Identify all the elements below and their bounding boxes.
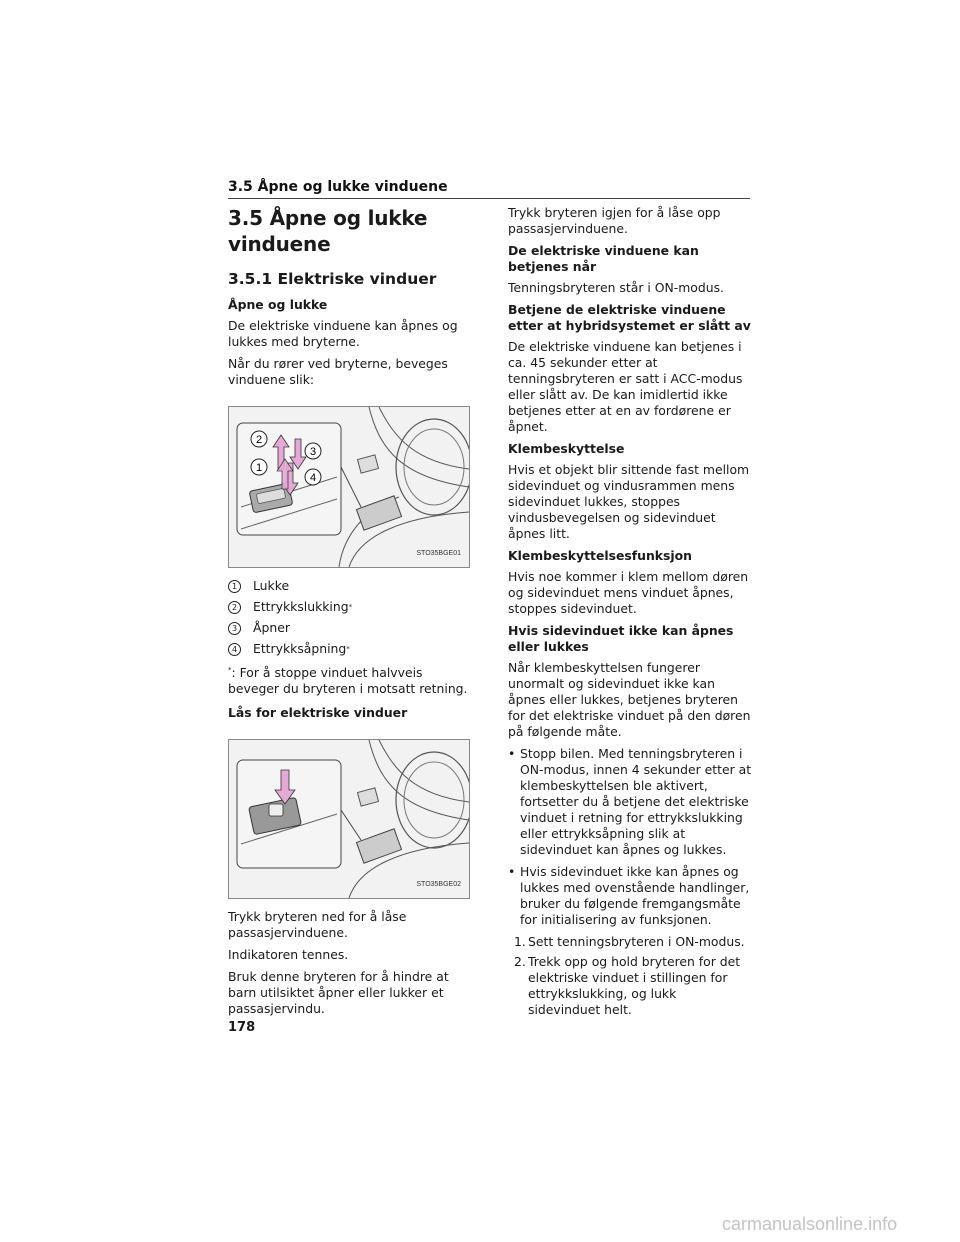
watermark: carmanualsonline.info	[722, 1214, 898, 1234]
legend-text: Åpner	[253, 620, 290, 635]
step-item: 1. Sett tenningsbryteren i ON-modus.	[514, 934, 745, 949]
paragraph: Hvis et objekt blir sittende fast mellom sidevinduet og vindusrammen mens sidevinduet lukkes, stoppes vindusbevegelsen og sidevinduet åpnes litt.	[508, 462, 750, 541]
legend-number: 3	[228, 622, 241, 635]
paragraph: Hvis noe kommer i klem mellom døren og sidevinduet mens vinduet åpnes, stoppes sidevinduet.	[508, 569, 749, 616]
marker-2: 2	[255, 434, 263, 446]
legend-text: Ettrykksåpning	[253, 641, 347, 656]
section-title: 3.5.1 Elektriske vinduer	[228, 270, 437, 288]
heading-pinch-protection: Klembeskyttelse	[508, 441, 625, 456]
legend-text: Ettrykkslukking	[253, 599, 349, 614]
heading-after-off: Betjene de elektriske vinduene etter at hybridsystemet er slått av	[508, 302, 751, 333]
marker-3: 3	[309, 446, 317, 458]
heading-cannot-open: Hvis sidevinduet ikke kan åpnes eller lukkes	[508, 623, 734, 654]
paragraph: Tenningsbryteren står i ON-modus.	[508, 280, 724, 295]
legend-text: Lukke	[253, 578, 290, 593]
heading-open-close: Åpne og lukke	[228, 297, 328, 312]
legend-number: 1	[228, 580, 241, 593]
heading-window-lock: Lås for elektriske vinduer	[228, 705, 408, 721]
footnote: *: For å stoppe vinduet halvveis beveger du bryteren i motsatt retning.	[228, 665, 468, 697]
paragraph: Når du rører ved bryterne, beveges vinduene slik:	[228, 356, 448, 387]
paragraph: Indikatoren tennes.	[228, 947, 349, 963]
paragraph: Når klembeskyttelsen fungerer unormalt og sidevinduet ikke kan åpnes eller lukkes, betjenes bryteren for det elektriske vinduet på den døren på følgende måte.	[508, 660, 751, 739]
legend-number: 2	[228, 601, 241, 614]
figure-window-lock	[228, 739, 470, 899]
legend-number: 4	[228, 643, 241, 656]
figure-window-switches	[228, 406, 470, 568]
heading-when-operable: De elektriske vinduene kan betjenes når	[508, 243, 699, 274]
legend-item: 4 Ettrykksåpning *	[228, 641, 472, 657]
marker-4: 4	[309, 472, 317, 484]
paragraph: De elektriske vinduene kan betjenes i ca. 45 sekunder etter at tenningsbryteren er satt i ACC-modus eller slått av. De kan imidlertid ikke betjenes etter at en av fordørene er åpnet.	[508, 339, 743, 434]
bullet-item: • Stopp bilen. Med tenningsbryteren i ON-modus, innen 4 sekunder etter at klembeskyttelsen ble aktivert, fortsetter du å betjene det elektriske vinduet i retning for ettrykkslukking eller ettrykksåpning slik at sidevinduet kan åpnes og lukkes.	[508, 746, 752, 857]
right-column	[508, 205, 752, 1022]
bullet-item: • Hvis sidevinduet ikke kan åpnes og lukkes med ovenstående handlinger, bruker du følgende fremgangsmåte for initialisering av funksjonen.	[508, 864, 750, 927]
paragraph: Trykk bryteren ned for å låse passasjervinduene.	[228, 909, 407, 941]
step-item: 2. Trekk opp og hold bryteren for det elektriske vinduet i stillingen for ettrykkslukking, og lukk sidevinduet helt.	[514, 954, 741, 1017]
left-column	[228, 205, 472, 1023]
lock-switch-illustration	[229, 740, 469, 898]
running-head: 3.5 Åpne og lukke vinduene	[228, 179, 750, 199]
legend-item: 2 Ettrykkslukking *	[228, 599, 472, 615]
marker-1: 1	[255, 462, 263, 474]
paragraph: De elektriske vinduene kan åpnes og lukkes med bryterne.	[228, 318, 458, 349]
heading-pinch-function: Klembeskyttelsesfunksjon	[508, 548, 693, 563]
figure-code: STO35BGE01	[416, 550, 461, 557]
paragraph: Bruk denne bryteren for å hindre at barn utilsiktet åpner eller lukker et passasjervindu.	[228, 969, 449, 1017]
page-number: 178	[228, 1020, 256, 1035]
paragraph: Trykk bryteren igjen for å låse opp passasjervinduene.	[508, 205, 721, 236]
figure-code: STO35BGE02	[416, 881, 461, 889]
switch-illustration	[229, 407, 469, 567]
legend-item	[228, 620, 472, 636]
legend-item	[228, 578, 472, 594]
page-title: 3.5 Åpne og lukke vinduene	[228, 206, 428, 256]
